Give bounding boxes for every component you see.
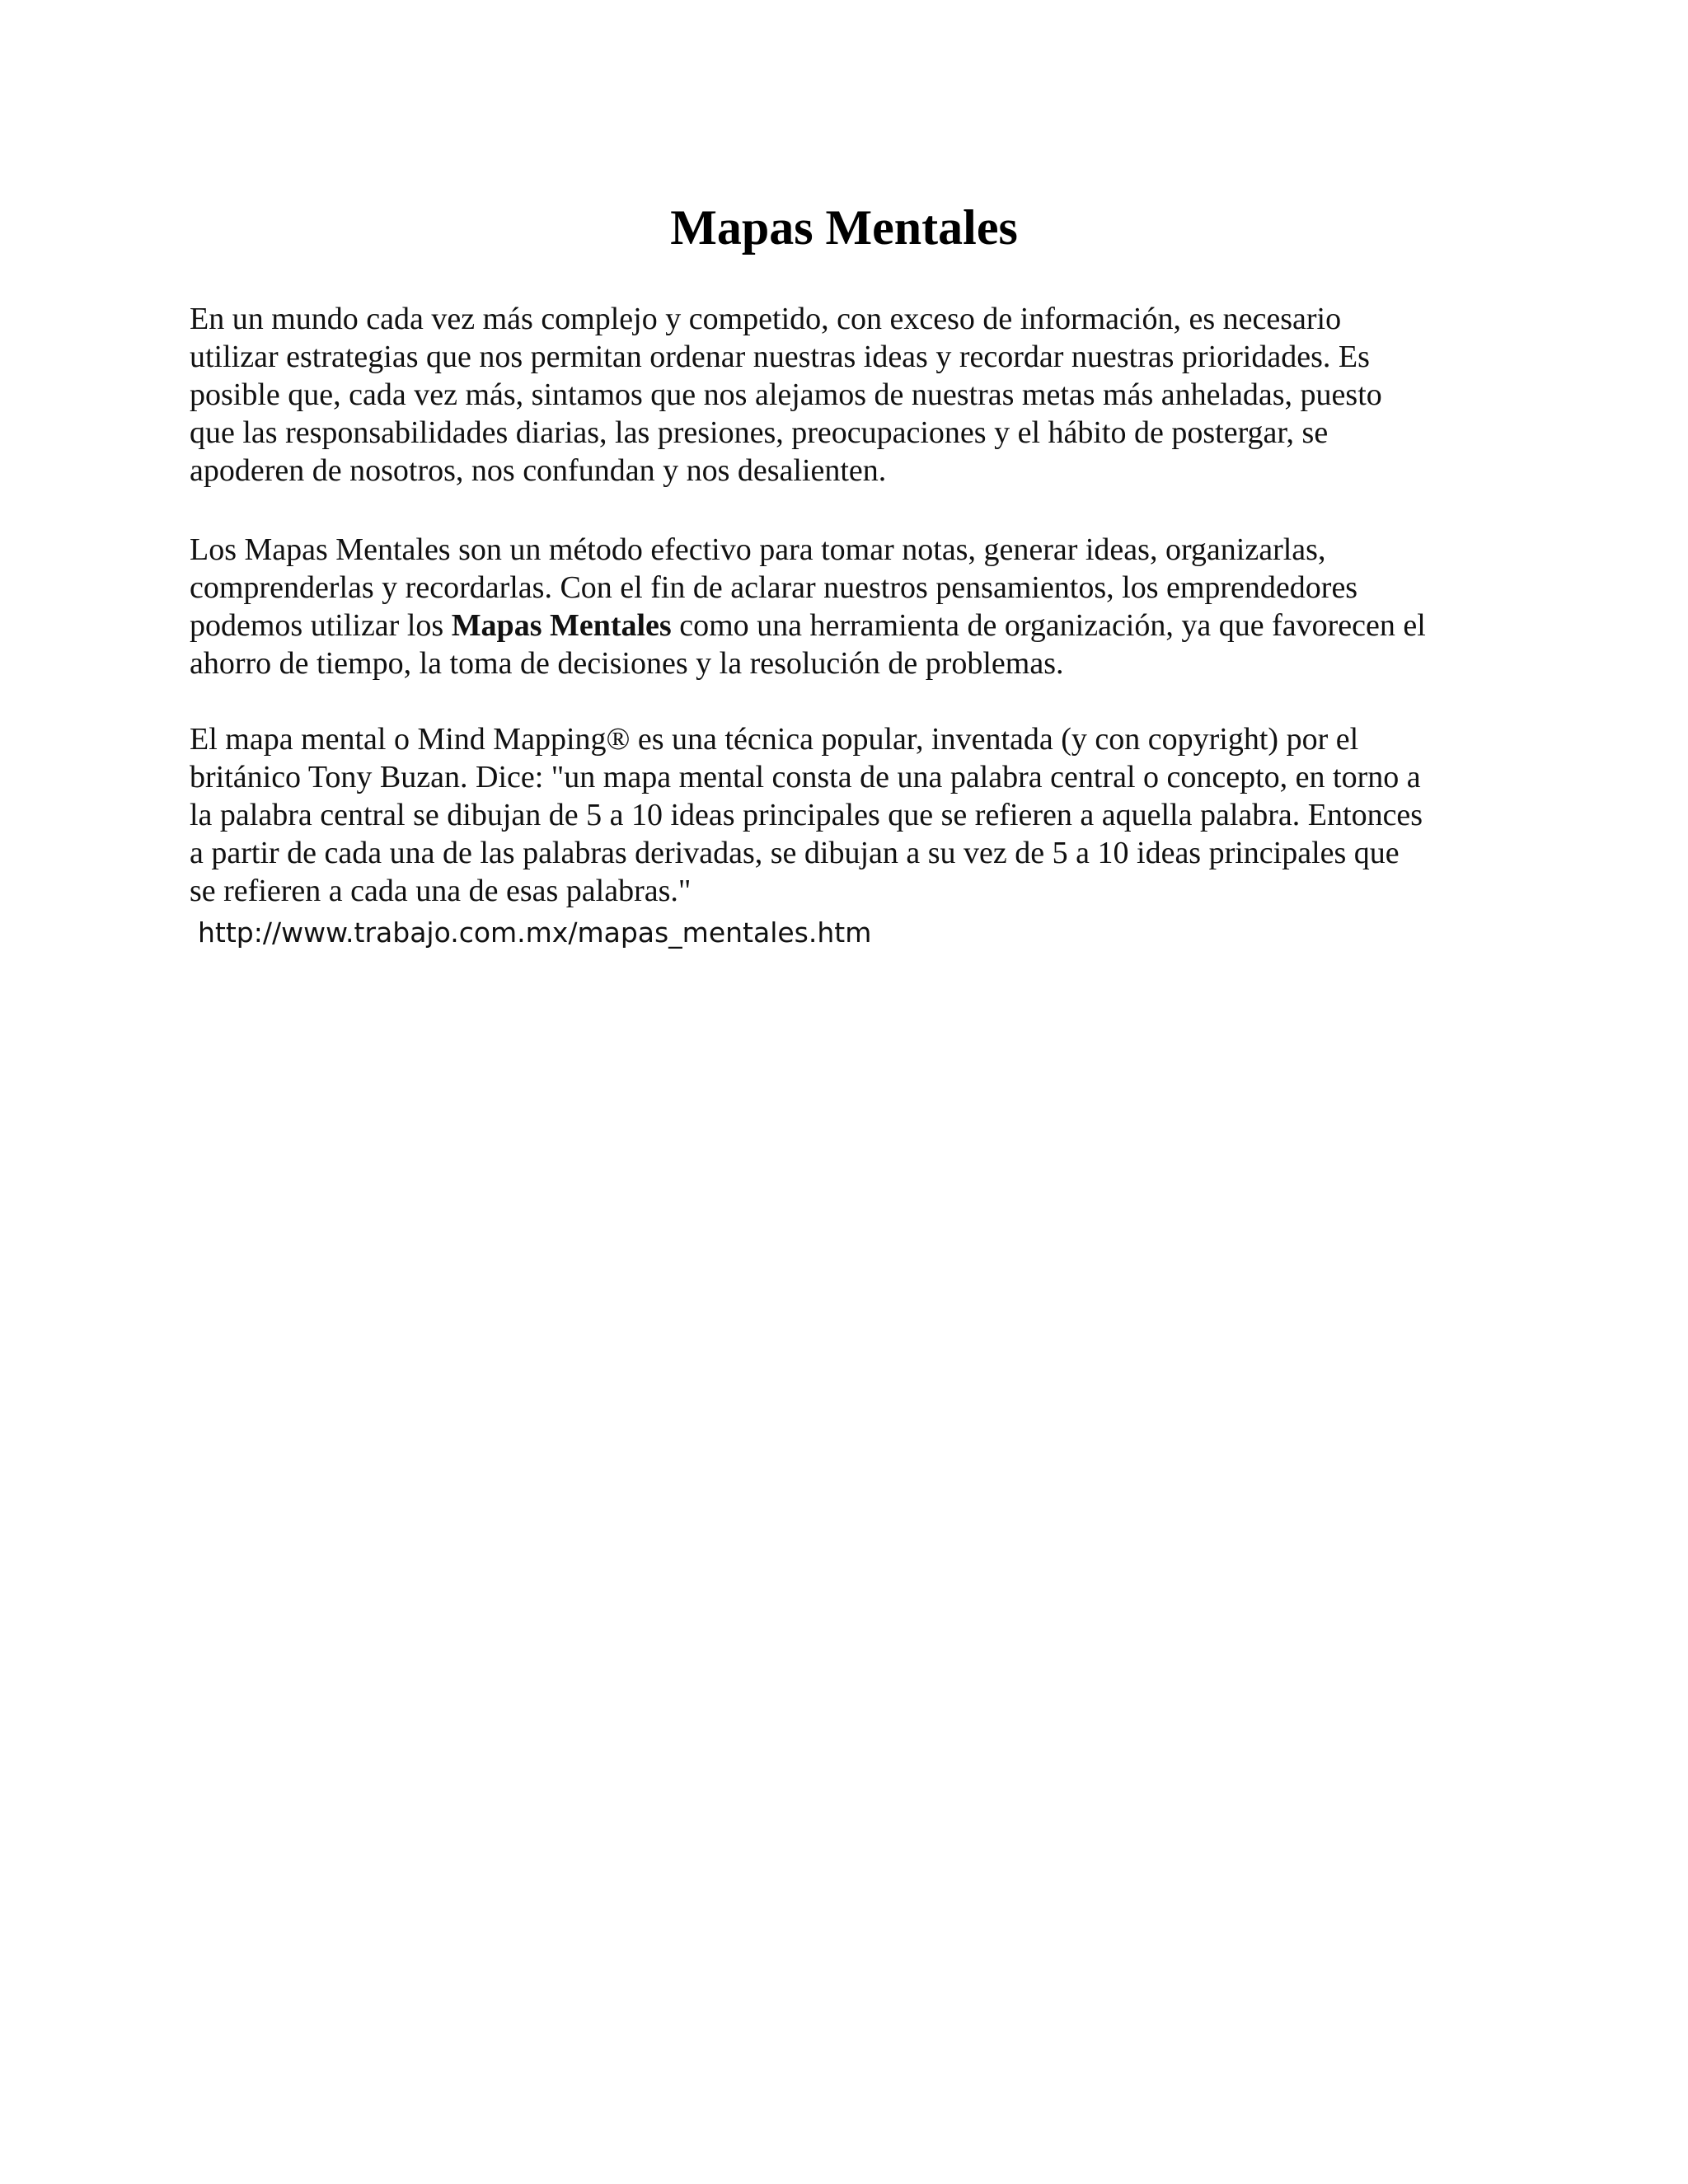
paragraph-line: apoderen de nosotros, nos confundan y nos desalienten. <box>190 453 887 488</box>
paragraph-line: utilizar estrategias que nos permitan ordenar nuestras ideas y recordar nuestras prioridades. Es <box>190 340 1370 374</box>
page-title: Mapas Mentales <box>670 200 1018 255</box>
line-text: podemos utilizar los <box>190 608 452 643</box>
paragraph-definition <box>190 720 1533 910</box>
paragraph-line: a partir de cada una de las palabras derivadas, se dibujan a su vez de 5 a 10 ideas principales que <box>190 836 1400 870</box>
paragraph-line: posible que, cada vez más, sintamos que nos alejamos de nuestras metas más anheladas, puesto <box>190 377 1382 412</box>
paragraph-method <box>190 531 1533 682</box>
bold-term: Mapas Mentales <box>451 608 672 643</box>
paragraph-intro <box>190 300 1533 490</box>
paragraph-line: comprenderlas y recordarlas. Con el fin de aclarar nuestros pensamientos, los emprendedores <box>190 570 1358 605</box>
source-link[interactable]: http://www.trabajo.com.mx/mapas_mentales.htm <box>198 916 872 949</box>
paragraph-line <box>190 607 1533 644</box>
paragraph-line: Los Mapas Mentales son un método efectivo para tomar notas, generar ideas, organizarlas, <box>190 532 1326 567</box>
paragraph-line: la palabra central se dibujan de 5 a 10 ideas principales que se refieren a aquella palabra. Entonces <box>190 798 1423 832</box>
paragraph-line: británico Tony Buzan. Dice: "un mapa mental consta de una palabra central o concepto, en torno a <box>190 760 1421 794</box>
paragraph-line: se refieren a cada una de esas palabras." <box>190 874 692 908</box>
paragraph-line: El mapa mental o Mind Mapping® es una técnica popular, inventada (y con copyright) por el <box>190 722 1359 757</box>
paragraph-line: En un mundo cada vez más complejo y competido, con exceso de información, es necesario <box>190 302 1342 336</box>
paragraph-line: ahorro de tiempo, la toma de decisiones y la resolución de problemas. <box>190 646 1064 681</box>
paragraph-line: que las responsabilidades diarias, las presiones, preocupaciones y el hábito de postergar, se <box>190 415 1329 450</box>
line-text: como una herramienta de organización, ya que favorecen el <box>671 608 1426 643</box>
